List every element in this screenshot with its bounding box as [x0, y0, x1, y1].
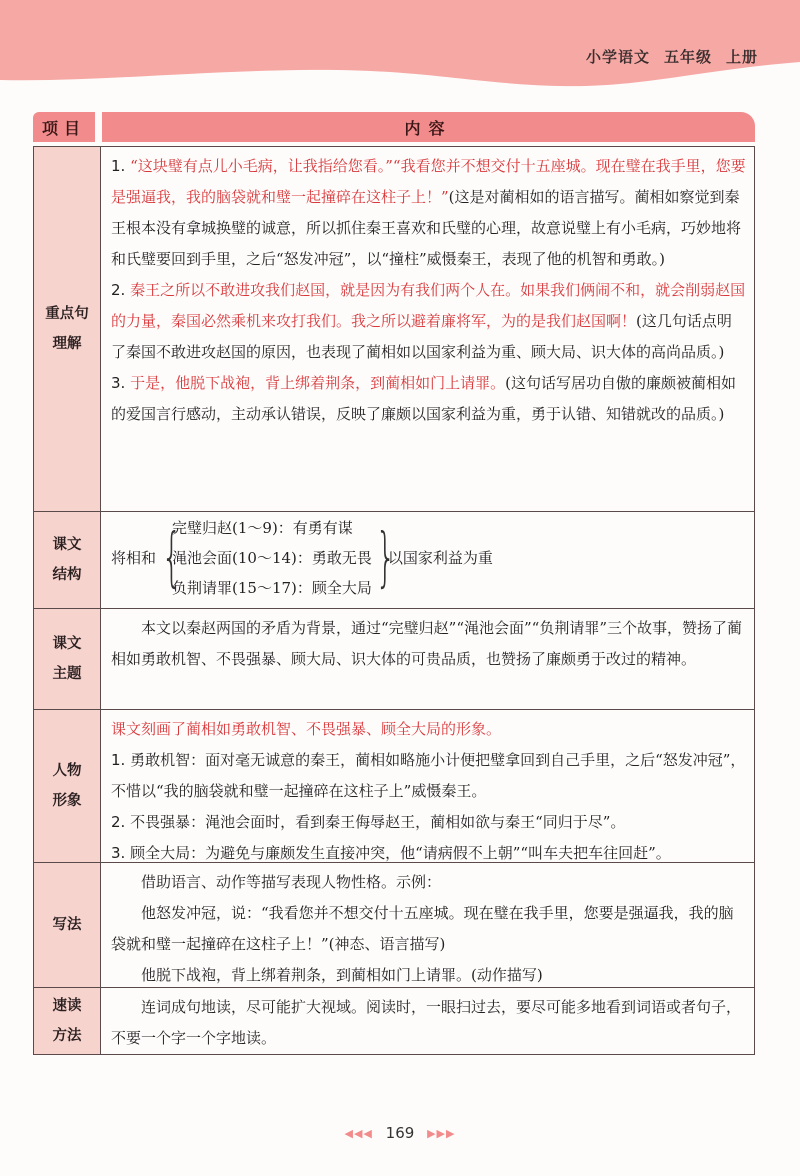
item-number: 3.: [111, 374, 126, 392]
volume: 上册: [725, 48, 758, 66]
label-line-2: 结构: [52, 567, 82, 583]
row-label-theme: [34, 609, 101, 709]
structure-part: 负荆请罪(15～17)：顾全大局: [172, 579, 372, 597]
row-speed-reading: [33, 988, 755, 1055]
row-label-character: [34, 710, 101, 862]
summary-table: [33, 112, 755, 1055]
label-line-1: 速读: [52, 998, 82, 1014]
right-brace: }: [375, 521, 396, 595]
row-key-sentences: [33, 146, 755, 512]
key-sentence-item: [111, 275, 746, 368]
writing-intro: 借助语言、动作等描写表现人物性格。示例：: [141, 873, 442, 891]
label-line-2: 理解: [52, 336, 82, 352]
label-text: 写法: [52, 917, 82, 933]
row-label-structure: [34, 512, 101, 608]
trait-text: 勇敢机智：面对毫无诚意的秦王，蔺相如略施小计便把璧拿回到自己手里，之后“怒发冲冠”，不惜以“我的脑袋就和璧一起撞碎在这柱子上”威慑秦王。: [111, 751, 746, 800]
page-number: 169: [385, 1124, 415, 1142]
label-line-1: 课文: [52, 636, 82, 652]
quote-text: “这块璧有点儿小毛病，让我指给您看。”“我看您并不想交付十五座城。现在璧在我手里，您要是强逼我，我的脑袋就和璧一起撞碎在这柱子上！”: [111, 157, 746, 206]
character-intro: 课文刻画了蔺相如勇敢机智、不畏强暴、顾全大局的形象。: [111, 720, 502, 738]
column-header-content: 内容: [102, 112, 755, 142]
header-banner: [0, 0, 800, 95]
row-label-writing: [34, 863, 101, 987]
row-label-key-sentences: [34, 147, 101, 511]
character-trait: [111, 745, 746, 807]
theme-content: 本文以秦赵两国的矛盾为背景，通过“完璧归赵”“渑池会面”“负荆请罪”三个故事，赞扬了蔺相如勇敢机智、不畏强暴、顾大局、识大体的可贵品质，也赞扬了廉颇勇于改过的精神。: [111, 619, 743, 668]
quote-text: 秦王之所以不敢进攻我们赵国，就是因为有我们两个人在。如果我们俩闹不和，就会削弱赵国的力量，秦国必然乘机来攻打我们。我之所以避着廉将军，为的是我们赵国啊！: [111, 281, 746, 330]
key-sentences-content: [101, 147, 754, 511]
label-line-1: 人物: [52, 763, 82, 779]
grade: 五年级: [663, 48, 712, 66]
row-label-speed-reading: [34, 988, 101, 1054]
subject: 小学语文: [585, 48, 650, 66]
book-info: [572, 46, 758, 67]
structure-parts: [172, 513, 372, 603]
writing-content: [101, 863, 754, 987]
table-header: [33, 112, 755, 142]
row-theme: [33, 609, 755, 710]
character-content: [101, 710, 754, 862]
structure-part: 完璧归赵(1～9)：有勇有谋: [172, 519, 353, 537]
label-line-1: 课文: [52, 537, 82, 553]
structure-conclusion: 以国家利益为重: [387, 548, 493, 567]
item-number: 2.: [111, 281, 126, 299]
left-brace: {: [161, 521, 182, 595]
structure-content: [101, 512, 754, 608]
right-arrows-icon: ▶▶▶: [427, 1127, 456, 1140]
trait-text: 顾全大局：为避免与廉颇发生直接冲突，他“请病假不上朝”“叫车夫把车往回赶”。: [130, 844, 671, 862]
item-number: 1.: [111, 751, 126, 769]
analysis-text: (这句话写居功自傲的廉颇被蔺相如的爱国言行感动，主动承认错误，反映了廉颇以国家利益为重，勇于认错、知错就改的品质。): [111, 374, 736, 423]
left-arrows-icon: ◀◀◀: [344, 1127, 373, 1140]
label-line-2: 主题: [52, 666, 82, 682]
page-footer: [0, 1124, 800, 1142]
key-sentence-item: [111, 151, 746, 275]
key-sentence-item: [111, 368, 746, 430]
writing-example: 他怒发冲冠，说：“我看您并不想交付十五座城。现在璧在我手里，您要是强逼我，我的脑袋就和璧一起撞碎在这柱子上！”(神态、语言描写): [111, 904, 734, 953]
analysis-text: (这几句话点明了秦国不敢进攻赵国的原因，也表现了蔺相如以国家利益为重、顾大局、识大体的高尚品质。): [111, 312, 732, 361]
label-line-2: 形象: [52, 793, 82, 809]
label-line-2: 方法: [52, 1028, 82, 1044]
label-line-1: 重点句: [45, 306, 89, 322]
item-number: 1.: [111, 157, 126, 175]
writing-example: 他脱下战袍，背上绑着荆条，到蔺相如门上请罪。(动作描写): [141, 966, 543, 984]
item-number: 3.: [111, 844, 126, 862]
structure-diagram: [111, 512, 746, 604]
row-structure: [33, 512, 755, 609]
column-header-item: 项目: [33, 112, 95, 142]
structure-part: 渑池会面(10～14)：勇敢无畏: [172, 549, 372, 567]
character-trait: [111, 807, 746, 838]
item-number: 2.: [111, 813, 126, 831]
trait-text: 不畏强暴：渑池会面时，看到秦王侮辱赵王，蔺相如欲与秦王“同归于尽”。: [130, 813, 626, 831]
quote-text: 于是，他脱下战袍，背上绑着荆条，到蔺相如门上请罪。: [130, 374, 506, 392]
speed-reading-content: 连词成句地读，尽可能扩大视域。阅读时，一眼扫过去，要尽可能多地看到词语或者句子，不要一个字一个字地读。: [111, 998, 742, 1047]
row-character: [33, 710, 755, 863]
structure-root: 将相和: [111, 548, 157, 567]
analysis-text: (这是对蔺相如的语言描写。蔺相如察觉到秦王根本没有拿城换璧的诚意，所以抓住秦王喜欢和氏璧的心理，故意说璧上有小毛病，巧妙地将和氏璧要回到手里，之后“怒发冲冠”，以“撞柱”威慑秦王，表现了他的机智和勇敢。): [111, 188, 742, 268]
row-writing: [33, 863, 755, 988]
